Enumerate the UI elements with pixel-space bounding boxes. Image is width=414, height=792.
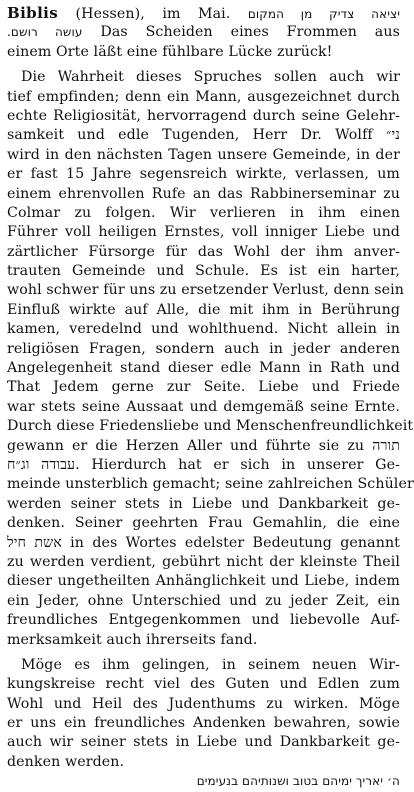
article-line: wird in den nächsten Tagen unsere Gemeinde, in der <box>7 146 400 163</box>
article-line: That Jedem gerne zur Seite. Liebe und Friede <box>7 379 400 396</box>
article-line: einem Orte läßt eine fühlbare Lücke zurück! <box>7 43 333 60</box>
article-line: war stets seine Aussaat und demgemäß seine Ernte. <box>7 398 400 415</box>
article-header-line <box>7 4 400 23</box>
closing-line: denken werden. <box>7 753 125 770</box>
article-line: Durch diese Friedensliebe und Menschenfreundlichkeit <box>7 418 414 435</box>
article-line: Angelegenheit stand dieser edle Mann in Rath und <box>7 360 400 377</box>
article-line: gewann er die Herzen Aller und führte sie zu תורה <box>7 437 400 454</box>
article-line: denken. Seiner geehrten Frau Gemahlin, die eine <box>7 515 400 532</box>
article-line: freundliches Entgegenkommen und liebevolle Auf- <box>7 612 400 629</box>
article-line: Führer voll heiligen Ernstes, voll inniger Liebe und <box>7 224 400 241</box>
closing-line: kungskreise recht viel des Guten und Edlen zum <box>7 676 400 693</box>
article-line-2 <box>7 23 400 42</box>
article-line: einem ehrenvollen Rufe an das Rabbinerseminar zu <box>7 185 400 202</box>
hebrew-blessing: ה׳ יאריך ימיהם בטוב ושנותיהם בנעימים <box>196 774 400 789</box>
article-line: ein Jeder, ohne Unterschied und zu jeder Zeit, ein <box>7 592 400 609</box>
closing-line: er uns ein freundliches Andenken bewahren, sowie <box>7 715 400 732</box>
article-line: אשת חיל in des Wortes edelster Bedeutung genannt <box>7 534 400 551</box>
closing-line: Wohl und Heil des Judenthums zu wirken. Möge <box>7 695 400 712</box>
hebrew-quote: יציאה צדיק מן המקום <box>247 7 400 21</box>
article-line: werden seiner stets in Liebe und Dankbarkeit ge- <box>7 495 400 512</box>
closing-line: Möge es ihm gelingen, in seinem neuen Wir- <box>21 656 400 673</box>
header-text-fragment: Das Scheiden eines Frommen aus <box>100 24 400 41</box>
article-line: zu werden verdient, gebührt nicht der kleinste Theil <box>7 553 400 570</box>
dateline-place: Biblis <box>7 4 59 22</box>
article-line: meinde unsterblich gemacht; seine zahlreichen Schüler <box>7 476 414 493</box>
article-line: samkeit und edle Tugenden, Herr Dr. Wolff ני״ <box>7 127 400 144</box>
article-line: religiösen Fragen, sondern auch in jeder anderen <box>7 340 400 357</box>
article-line: dieser ungetheilten Anhänglichkeit und Liebe, indem <box>7 573 400 590</box>
hebrew-quote-continuation: עושה רושם. <box>7 25 83 40</box>
article-line: zärtlicher Fürsorge für das Wohl der ihm anver- <box>7 243 400 260</box>
article-line: merksamkeit auch ihrerseits fand. <box>7 631 258 648</box>
article-line: Colmar zu folgen. Wir verlieren in ihm einen <box>7 204 400 221</box>
article-line: wohl schwer für uns zu ersetzender Verlust, denn sein <box>7 282 404 299</box>
article-line: kamen, veredelnd und wohlthuend. Nicht allein in <box>7 321 400 338</box>
article-line: עבודה וג״ח. Hierdurch hat er sich in unserer Ge- <box>7 456 400 473</box>
closing-line: auch wir seiner stets in Liebe und Dankbarkeit ge- <box>7 734 400 751</box>
dateline-rest: (Hessen), im Mai. <box>75 6 231 22</box>
article-line: er fast 15 Jahre segensreich wirkte, verlassen, um <box>7 166 400 183</box>
article-line: trauten Gemeinde und Schule. Es ist ein harter, <box>7 263 400 280</box>
article-line: Einfluß wirkte auf Alle, die mit ihm in Berührung <box>7 301 400 318</box>
article-line: Die Wahrheit dieses Spruches sollen auch wir <box>21 69 400 86</box>
article-line: tief empfinden; denn ein Mann, ausgezeichnet durch <box>7 88 400 105</box>
article-line: echte Religiosität, hervorragend durch seine Gelehr- <box>7 107 400 124</box>
